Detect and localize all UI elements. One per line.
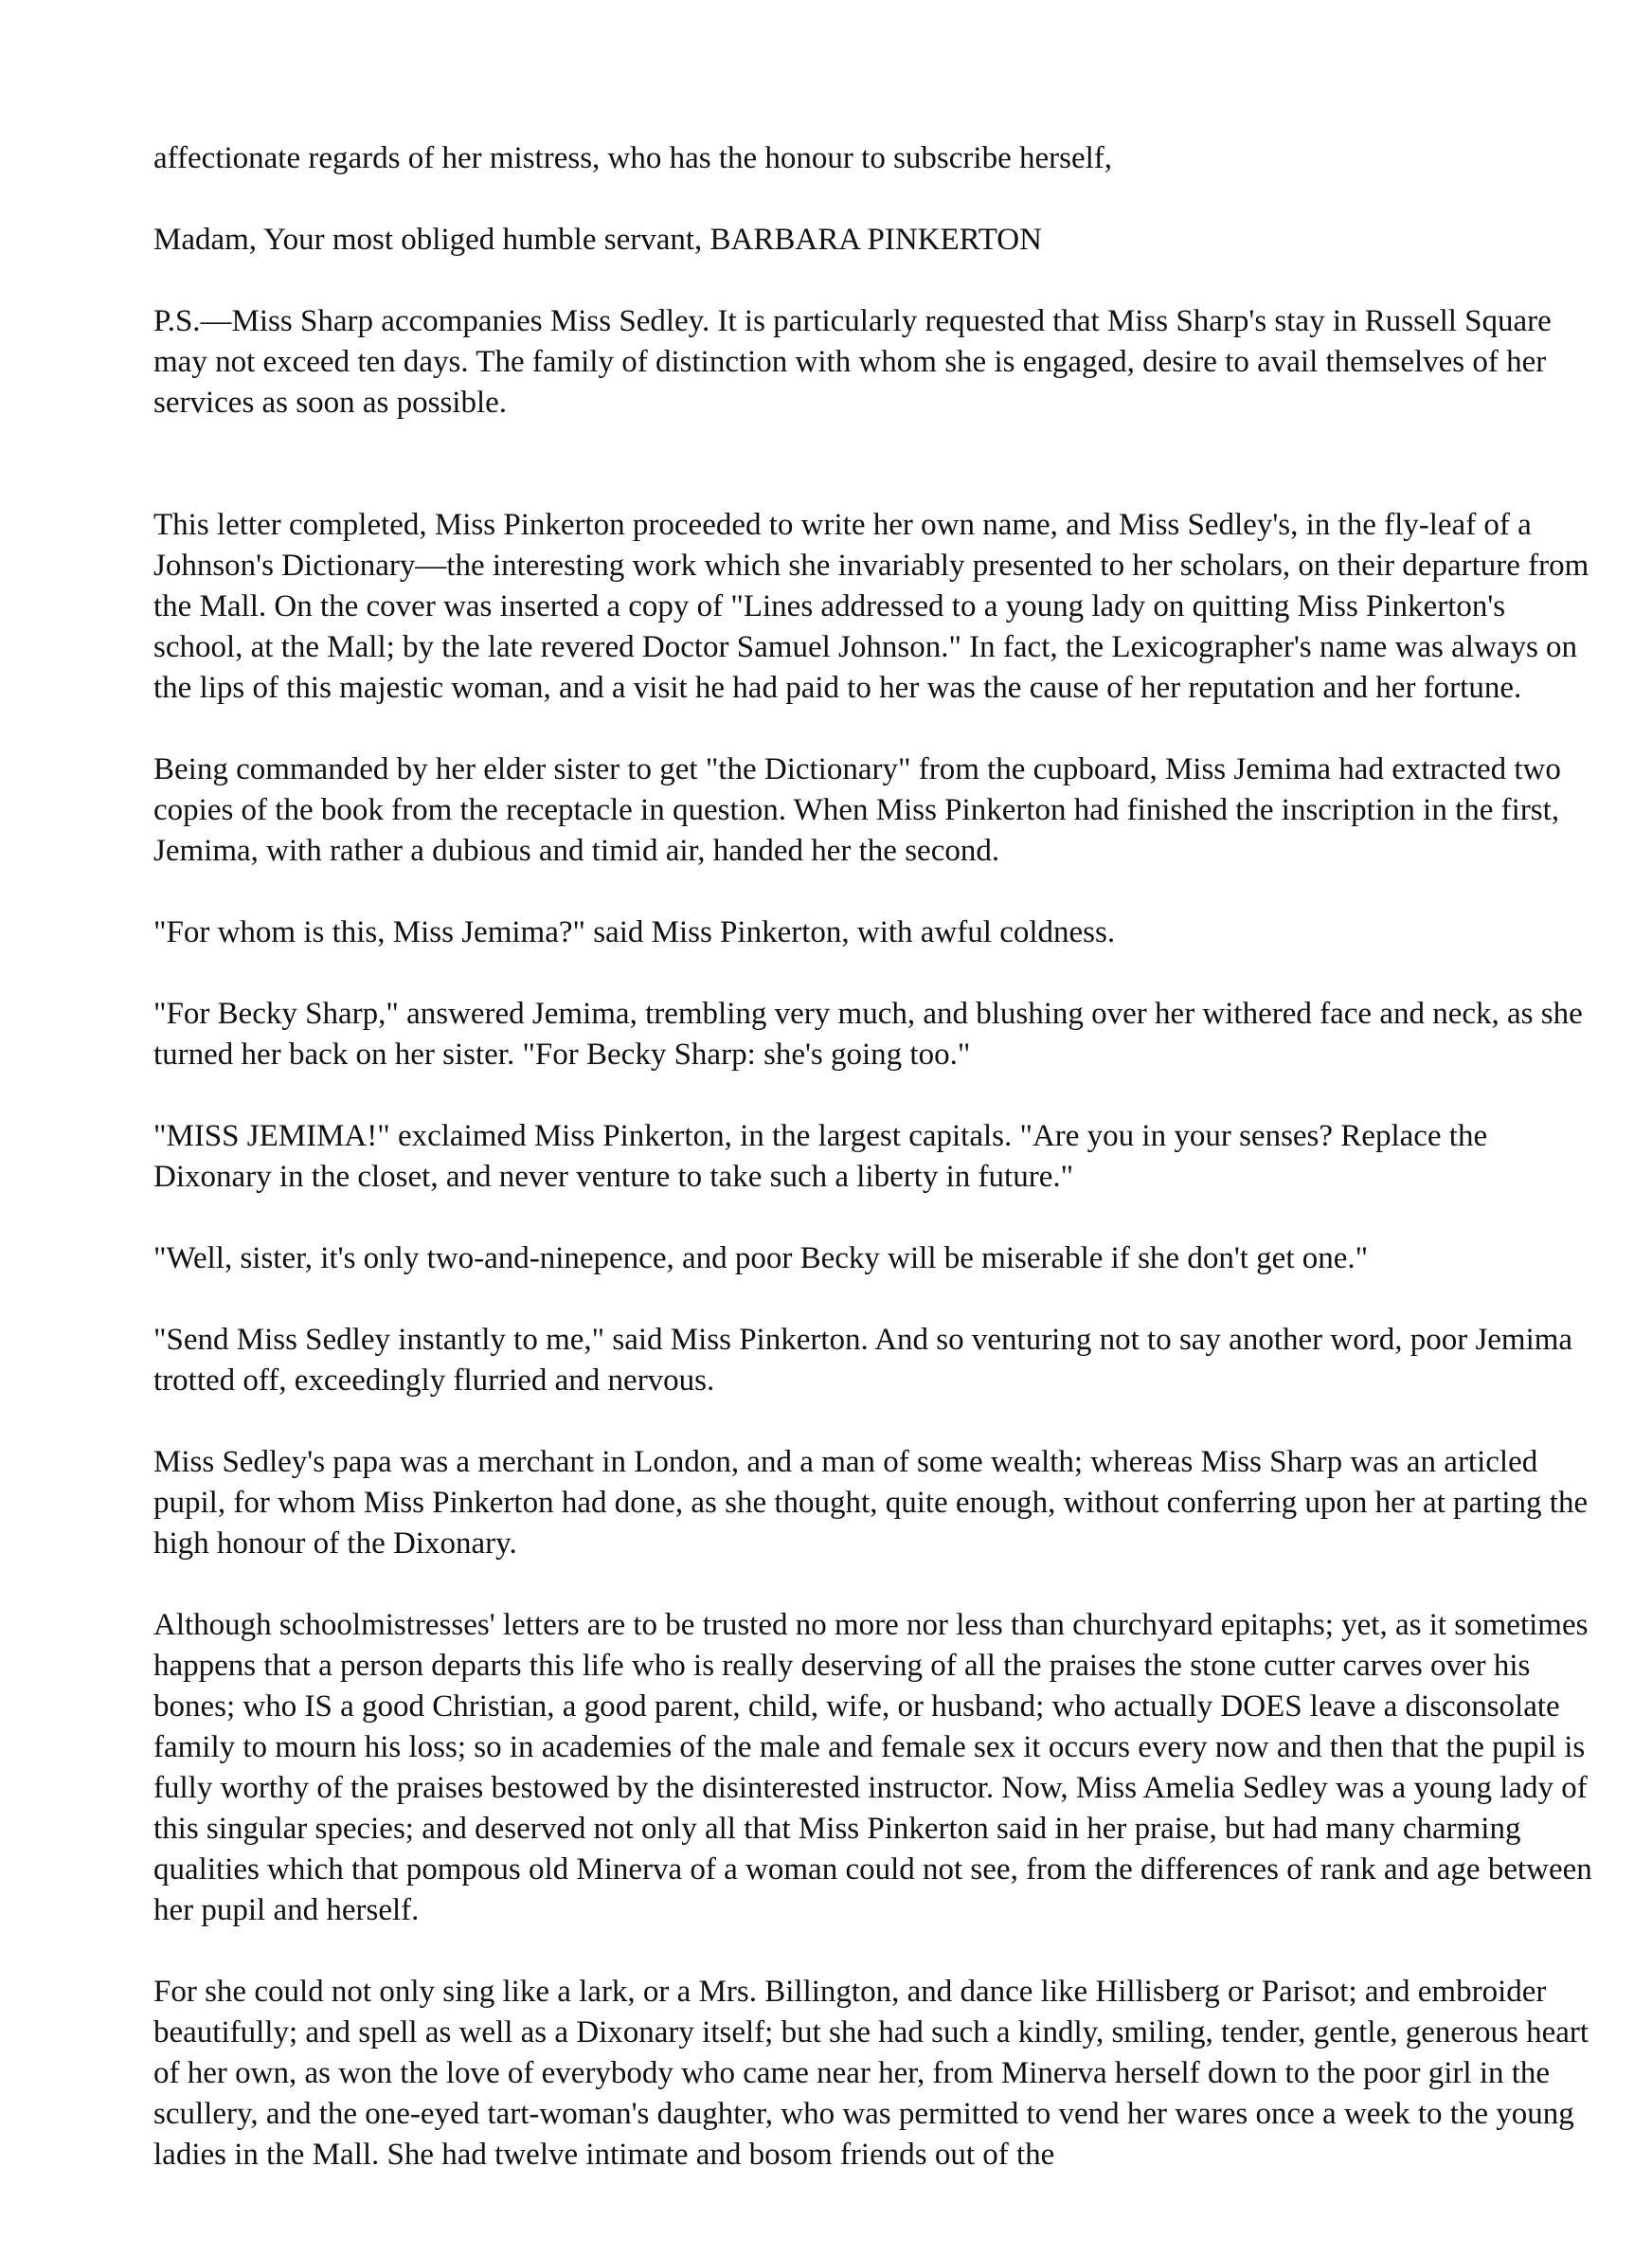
paragraph: "For whom is this, Miss Jemima?" said Miss Pinkerton, with awful coldness. (153, 915, 1116, 949)
paragraph: Being commanded by her elder sister to get "the Dictionary" from the cupboard, Miss Jemima had extracted two copies of the book from the receptacle in question. When Miss Pinkerton had finished the inscription in the first, Jemima, with rather a dubious and timid air, handed her the second. (153, 752, 1561, 868)
paragraph: This letter completed, Miss Pinkerton proceeded to write her own name, and Miss Sedley's, in the fly-leaf of a Johnson's Dictionary—the interesting work which she invariably presented to her scholars, on their departure from the Mall. On the cover was inserted a copy of "Lines addressed to a young lady on quitting Miss Pinkerton's school, at the Mall; by the late revered Doctor Samuel Johnson." In fact, the Lexicographer's name was always on the lips of this majestic woman, and a visit he had paid to her was the cause of her reputation and her fortune. (153, 508, 1589, 705)
paragraph: "For Becky Sharp," answered Jemima, trembling very much, and blushing over her withered face and neck, as she turned her back on her sister. "For Becky Sharp: she's going too." (153, 997, 1583, 1072)
paragraph: Miss Sedley's papa was a merchant in London, and a man of some wealth; whereas Miss Sharp was an articled pupil, for whom Miss Pinkerton had done, as she thought, quite enough, without conferring upon her at parting the high honour of the Dixonary. (153, 1445, 1589, 1561)
paragraph: "Well, sister, it's only two-and-ninepence, and poor Becky will be miserable if she don't get one." (153, 1241, 1369, 1275)
letter-signature: Madam, Your most obliged humble servant, BARBARA PINKERTON (153, 223, 1042, 257)
letter-closing-line: affectionate regards of her mistress, who has the honour to subscribe herself, (153, 141, 1112, 175)
paragraph: "Send Miss Sedley instantly to me," said Miss Pinkerton. And so venturing not to say another word, poor Jemima trotted off, exceedingly flurried and nervous. (153, 1323, 1573, 1398)
letter-postscript: P.S.—Miss Sharp accompanies Miss Sedley. It is particularly requested that Miss Sharp's stay in Russell Square may not exceed ten days. The family of distinction with whom she is engaged, desire to avail themselves of her services as soon as possible. (153, 304, 1552, 420)
paragraph: For she could not only sing like a lark, or a Mrs. Billington, and dance like Hillisberg or Parisot; and embroider beautifully; and spell as well as a Dixonary itself; but she had such a kindly, smiling, tender, gentle, generous heart of her own, as won the love of everybody who came near her, from Minerva herself down to the poor girl in the scullery, and the one-eyed tart-woman's daughter, who was permitted to vend her wares once a week to the young ladies in the Mall. She had twelve intimate and bosom friends out of the (153, 1975, 1589, 2172)
document-page (153, 138, 1593, 2216)
paragraph: Although schoolmistresses' letters are to be trusted no more nor less than churchyard epitaphs; yet, as it sometimes happens that a person departs this life who is really deserving of all the praises the stone cutter carves over his bones; who IS a good Christian, a good parent, child, wife, or husband; who actually DOES leave a disconsolate family to mourn his loss; so in academies of the male and female sex it occurs every now and then that the pupil is fully worthy of the praises bestowed by the disinterested instructor. Now, Miss Amelia Sedley was a young lady of this singular species; and deserved not only all that Miss Pinkerton said in her praise, but had many charming qualities which that pompous old Minerva of a woman could not see, from the differences of rank and age between her pupil and herself. (153, 1608, 1592, 1927)
paragraph: "MISS JEMIMA!" exclaimed Miss Pinkerton, in the largest capitals. "Are you in your senses? Replace the Dixonary in the closet, and never venture to take such a liberty in future." (153, 1119, 1488, 1194)
